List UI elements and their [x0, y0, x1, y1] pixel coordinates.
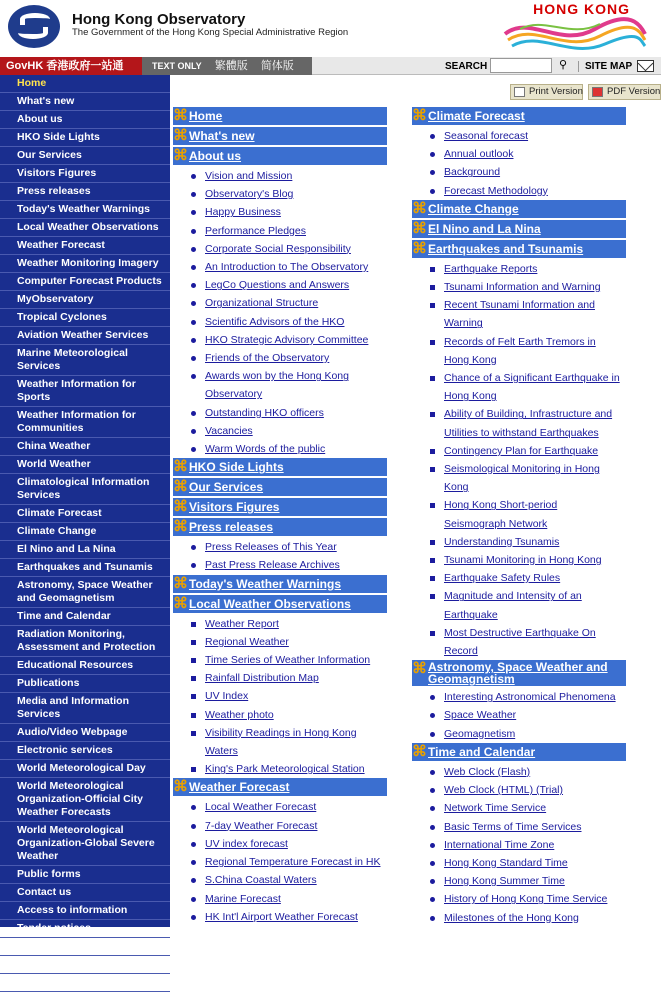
list-item[interactable]	[412, 890, 626, 908]
sidebar-item-contact-us[interactable]: Contact us	[0, 884, 170, 902]
list-item[interactable]	[173, 203, 387, 221]
search-icon[interactable]: ⚲	[558, 59, 568, 71]
list-item-link[interactable]: Annual outlook	[444, 148, 514, 161]
list-item[interactable]	[173, 331, 387, 349]
list-item-link[interactable]: Geomagnetism	[444, 727, 516, 740]
sidebar-item-important-notices[interactable]: Important notices	[0, 956, 170, 974]
list-item[interactable]	[412, 781, 626, 799]
section-title: Visitors Figures	[189, 500, 280, 515]
brand-hong-kong-logo	[500, 1, 650, 54]
list-item[interactable]	[412, 163, 626, 181]
sidebar-item-china-weather[interactable]: China Weather	[0, 438, 170, 456]
sidebar-item-aviation-weather-services[interactable]: Aviation Weather Services	[0, 327, 170, 345]
list-item-link[interactable]: Visibility Readings in Hong Kong Waters	[205, 726, 357, 758]
sidebar-item-audio-video-webpage[interactable]: Audio/Video Webpage	[0, 724, 170, 742]
sidebar-item-home[interactable]: Home	[0, 75, 170, 93]
list-item-link[interactable]: Friends of the Observatory	[205, 352, 330, 365]
section-title: Today's Weather Warnings	[189, 576, 341, 591]
list-item[interactable]	[412, 854, 626, 872]
list-item-link[interactable]: Milestones of the Hong Kong	[444, 911, 579, 924]
list-item-link[interactable]: UV index forecast	[205, 837, 288, 850]
sidebar-item-educational-resources[interactable]: Educational Resources	[0, 657, 170, 675]
sidebar-item-world-meteorological-organization-global-severe-weather[interactable]: World Meteorological Organization-Global Severe Weather	[0, 822, 170, 866]
top-bar	[0, 57, 661, 75]
sidebar-item-access-to-information[interactable]: Access to information	[0, 902, 170, 920]
list-item-link[interactable]: Corporate Social Responsibility	[205, 242, 351, 255]
section-title: About us	[189, 149, 241, 163]
list-item[interactable]	[173, 404, 387, 422]
printer-icon	[514, 87, 525, 97]
list-item[interactable]	[412, 688, 626, 706]
list-item[interactable]	[173, 890, 387, 908]
list-item[interactable]	[412, 533, 626, 551]
sidebar-item-visitors-figures[interactable]: Visitors Figures	[0, 165, 170, 183]
list-item-link[interactable]: HKO Strategic Advisory Committee	[205, 333, 369, 346]
sidebar-item-world-meteorological-day[interactable]: World Meteorological Day	[0, 760, 170, 778]
sitemap-left-column	[173, 107, 387, 926]
list-item-link[interactable]: Chance of a Significant Earthquake in Hong Kong	[444, 372, 620, 403]
list-item[interactable]	[412, 624, 626, 660]
sidebar-item-marine-meteorological-services[interactable]: Marine Meteorological Services	[0, 345, 170, 376]
list-item[interactable]	[412, 725, 626, 743]
section-bullet-icon: ⌘	[412, 742, 427, 760]
sidebar-item-world-weather[interactable]: World Weather	[0, 456, 170, 474]
list-item-link[interactable]: 7-day Weather Forecast	[205, 819, 318, 832]
list-item[interactable]	[173, 556, 387, 574]
list-item-link[interactable]: Earthquake Safety Rules	[444, 572, 561, 585]
list-item-link[interactable]: Most Destructive Earthquake On Record	[444, 626, 596, 658]
sidebar-item-today-s-weather-warnings[interactable]: Today's Weather Warnings	[0, 201, 170, 219]
list-item-link[interactable]: HK Int'l Airport Weather Forecast	[205, 910, 358, 923]
list-item-link[interactable]: Tsunami Information and Warning	[444, 281, 601, 294]
list-item[interactable]	[412, 872, 626, 890]
list-item-link[interactable]: Forecast Methodology	[444, 184, 548, 197]
section-title: Our Services	[189, 480, 264, 495]
simplified-chinese-link[interactable]: 简体版	[260, 60, 294, 72]
list-item-link[interactable]: Tsunami Monitoring in Hong Kong	[444, 554, 602, 567]
list-item[interactable]	[173, 313, 387, 331]
list-item[interactable]	[173, 633, 387, 651]
section-bullet-icon: ⌘	[173, 147, 188, 164]
section-local-weather-observations[interactable]	[173, 595, 387, 613]
list-item[interactable]	[173, 908, 387, 926]
list-item[interactable]	[173, 706, 387, 724]
list-item[interactable]	[412, 496, 626, 532]
sidebar-item-media-and-information-services[interactable]: Media and Information Services	[0, 693, 170, 724]
list-item[interactable]	[173, 222, 387, 240]
section-title: Home	[189, 109, 223, 123]
pdf-version-button[interactable]	[588, 84, 661, 100]
sidebar-item-weather-monitoring-imagery[interactable]: Weather Monitoring Imagery	[0, 255, 170, 273]
section-bullet-icon: ⌘	[412, 660, 427, 678]
section-hko-side-lights[interactable]	[173, 458, 387, 476]
list-item-link[interactable]: Past Press Release Archives	[205, 559, 340, 572]
sidebar-item-public-forms[interactable]: Public forms	[0, 866, 170, 884]
list-item-link[interactable]: Local Weather Forecast	[205, 801, 317, 814]
list-item[interactable]	[412, 369, 626, 405]
sidebar-item-hko-side-lights[interactable]: HKO Side Lights	[0, 129, 170, 147]
sidebar-item-time-and-calendar[interactable]: Time and Calendar	[0, 608, 170, 626]
list-item-link[interactable]: Weather Report	[205, 617, 279, 630]
list-item[interactable]	[173, 440, 387, 458]
sidebar-item-climate-forecast[interactable]: Climate Forecast	[0, 505, 170, 523]
sidebar-item-weather-information-for-sports[interactable]: Weather Information for Sports	[0, 376, 170, 407]
list-item-link[interactable]: Background	[444, 166, 501, 179]
pdf-icon	[592, 87, 603, 97]
pdf-label: PDF Version	[607, 86, 661, 97]
list-item[interactable]	[173, 687, 387, 705]
section-climate-change[interactable]	[412, 200, 626, 218]
list-item[interactable]	[173, 871, 387, 889]
list-item[interactable]	[173, 724, 387, 760]
section-title: Weather Forecast	[189, 780, 290, 795]
section-what-s-new[interactable]	[173, 127, 387, 145]
list-item-link[interactable]: Vision and Mission	[205, 170, 293, 182]
section-time-and-calendar[interactable]	[412, 743, 626, 761]
hko-logo-icon[interactable]	[8, 5, 60, 48]
list-item-link[interactable]: Organizational Structure	[205, 297, 319, 310]
list-item-link[interactable]: Hong Kong Standard Time	[444, 856, 568, 869]
section-title: HKO Side Lights	[189, 460, 284, 475]
sidebar-item-local-weather-observations[interactable]: Local Weather Observations	[0, 219, 170, 237]
list-item[interactable]	[173, 853, 387, 871]
section-bullet-icon: ⌘	[173, 778, 188, 796]
list-item[interactable]	[173, 615, 387, 633]
section-bullet-icon: ⌘	[412, 239, 427, 257]
list-item-link[interactable]: Rainfall Distribution Map	[205, 672, 319, 685]
list-item-link[interactable]: An Introduction to The Observatory	[205, 261, 369, 274]
list-item[interactable]	[412, 551, 626, 569]
govhk-link[interactable]: GovHK 香港政府一站通	[0, 57, 142, 75]
section-title: Time and Calendar	[428, 744, 536, 759]
section-earthquakes-and-tsunamis[interactable]	[412, 240, 626, 258]
list-item-link[interactable]: Ability of Building, Infrastructure and Utilities to withstand Earthquakes	[444, 408, 613, 439]
list-item-link[interactable]: Recent Tsunami Information and Warning	[444, 299, 595, 330]
list-item-link[interactable]: Marine Forecast	[205, 892, 281, 905]
section-home[interactable]	[173, 107, 387, 125]
list-item-link[interactable]: Awards won by the Hong Kong Observatory	[205, 370, 349, 401]
list-item-link[interactable]: Understanding Tsunamis	[444, 535, 560, 548]
list-item[interactable]	[173, 185, 387, 203]
sidebar-item-what-s-new[interactable]: What's new	[0, 93, 170, 111]
section-bullet-icon: ⌘	[173, 498, 188, 516]
section-bullet-icon: ⌘	[412, 199, 427, 217]
section-title: Climate Change	[428, 201, 519, 216]
sidebar-item-tender-notices[interactable]: Tender notices	[0, 920, 170, 938]
section-bullet-icon: ⌘	[173, 127, 188, 144]
list-item-link[interactable]: Observatory's Blog	[205, 188, 294, 201]
section-climate-forecast[interactable]	[412, 107, 626, 125]
sidebar-item-radiation-monitoring-assessment-and-protection[interactable]: Radiation Monitoring, Assessment and Protection	[0, 626, 170, 657]
list-item[interactable]	[412, 763, 626, 781]
list-item[interactable]	[173, 276, 387, 294]
list-item-link[interactable]: LegCo Questions and Answers	[205, 279, 350, 292]
print-version-button[interactable]	[510, 84, 583, 100]
list-item[interactable]	[173, 835, 387, 853]
list-item[interactable]	[412, 818, 626, 836]
section-bullet-icon: ⌘	[173, 574, 188, 592]
list-item[interactable]	[173, 760, 387, 778]
section-title: Local Weather Observations	[189, 596, 351, 611]
brand-text: HONG KONG	[533, 1, 630, 17]
list-item-link[interactable]: Regional Weather	[205, 635, 289, 648]
sidebar-item-climatological-information-services[interactable]: Climatological Information Services	[0, 474, 170, 505]
list-item[interactable]	[173, 258, 387, 276]
list-item-link[interactable]: History of Hong Kong Time Service	[444, 893, 608, 906]
list-item[interactable]	[173, 669, 387, 687]
list-item[interactable]	[412, 836, 626, 854]
sidebar-item-publications[interactable]: Publications	[0, 675, 170, 693]
list-item-link[interactable]: Regional Temperature Forecast in HK	[205, 856, 381, 869]
section-title: What's new	[189, 129, 255, 143]
list-item-link[interactable]: International Time Zone	[444, 838, 555, 851]
section-title: Earthquakes and Tsunamis	[428, 241, 584, 256]
sidebar-item-links[interactable]: Links	[0, 938, 170, 956]
list-item[interactable]	[173, 240, 387, 258]
section-bullet-icon: ⌘	[173, 458, 188, 476]
list-item-link[interactable]: Hong Kong Short-period Seismograph Network	[444, 499, 558, 530]
list-item[interactable]	[173, 367, 387, 403]
sidebar-item-computer-forecast-products[interactable]: Computer Forecast Products	[0, 273, 170, 291]
sidebar-item-el-nino-and-la-nina[interactable]: El Nino and La Nina	[0, 541, 170, 559]
list-item-link[interactable]: Scientific Advisors of the HKO	[205, 315, 345, 328]
sidebar-item-weather-information-for-communities[interactable]: Weather Information for Communities	[0, 407, 170, 438]
section-press-releases[interactable]	[173, 518, 387, 536]
section-title: Astronomy, Space Weather and Geomagnetism	[428, 660, 608, 687]
list-item-link[interactable]: Vacancies	[205, 424, 253, 437]
list-item[interactable]	[412, 260, 626, 278]
sidebar-item-press-releases[interactable]: Press releases	[0, 183, 170, 201]
list-item-link[interactable]: Outstanding HKO officers	[205, 406, 324, 419]
sidebar-item-our-services[interactable]: Our Services	[0, 147, 170, 165]
list-item[interactable]	[173, 294, 387, 312]
search-label: SEARCH	[445, 61, 488, 72]
language-bar	[142, 57, 312, 75]
section-bullet-icon: ⌘	[412, 107, 427, 124]
list-item-link[interactable]: Web Clock (Flash)	[444, 765, 531, 778]
org-subtitle: The Government of the Hong Kong Special Administrative Region	[72, 27, 349, 38]
list-item[interactable]	[412, 587, 626, 623]
org-name: Hong Kong Observatory	[72, 11, 246, 28]
list-item[interactable]	[412, 569, 626, 587]
list-item-link[interactable]: Happy Business	[205, 206, 281, 219]
list-item-link[interactable]: Magnitude and Intensity of an Earthquake	[444, 590, 582, 621]
list-item[interactable]	[412, 182, 626, 200]
list-item[interactable]	[173, 798, 387, 816]
search-input[interactable]	[490, 58, 552, 73]
sidebar-item-about-us[interactable]: About us	[0, 111, 170, 129]
sidebar-nav	[0, 75, 170, 988]
list-item-link[interactable]: Seismological Monitoring in Hong Kong	[444, 463, 600, 494]
list-item[interactable]	[173, 422, 387, 440]
site-header	[0, 0, 661, 57]
site-map-link[interactable]: SITE MAP	[578, 61, 632, 72]
list-item-link[interactable]: Weather photo	[205, 708, 274, 721]
list-item-link[interactable]: Time Series of Weather Information	[205, 654, 371, 667]
section-today-s-weather-warnings[interactable]	[173, 575, 387, 593]
text-only-link[interactable]: TEXT ONLY	[152, 61, 202, 71]
list-item-link[interactable]: King's Park Meteorological Station	[205, 763, 365, 776]
list-item-link[interactable]: UV Index	[205, 690, 249, 703]
list-item[interactable]	[412, 296, 626, 332]
list-item[interactable]	[412, 405, 626, 441]
section-bullet-icon: ⌘	[173, 518, 188, 536]
list-item-link[interactable]: Records of Felt Earth Tremors in Hong Kong	[444, 335, 596, 366]
sidebar-item-climate-change[interactable]: Climate Change	[0, 523, 170, 541]
section-el-nino-and-la-nina[interactable]	[412, 220, 626, 238]
list-item[interactable]	[173, 538, 387, 556]
section-bullet-icon: ⌘	[173, 478, 188, 496]
list-item[interactable]	[412, 333, 626, 369]
list-item[interactable]	[173, 167, 387, 185]
section-bullet-icon: ⌘	[173, 107, 188, 124]
list-item-link[interactable]: S.China Coastal Waters	[205, 874, 317, 887]
sidebar-item-mobile-version[interactable]: Mobile Version	[0, 974, 170, 992]
section-astronomy-space-weather-and-geomagnetism[interactable]	[412, 660, 626, 686]
mail-icon[interactable]	[637, 60, 654, 72]
sidebar-item-earthquakes-and-tsunamis[interactable]: Earthquakes and Tsunamis	[0, 559, 170, 577]
print-label: Print Version	[529, 86, 583, 97]
sidebar-item-astronomy-space-weather-and-geomagnetism[interactable]: Astronomy, Space Weather and Geomagnetism	[0, 577, 170, 608]
list-item-link[interactable]: Press Releases of This Year	[205, 541, 337, 554]
list-item[interactable]	[412, 460, 626, 496]
sitemap-right-column	[412, 107, 626, 927]
list-item-link[interactable]: Seasonal forecast	[444, 130, 529, 142]
list-item-link[interactable]: Space Weather	[444, 709, 517, 722]
list-item[interactable]	[173, 349, 387, 367]
section-title: Climate Forecast	[428, 109, 525, 123]
list-item-link[interactable]: Basic Terms of Time Services	[444, 820, 582, 833]
section-title: El Nino and La Nina	[428, 221, 541, 236]
list-item-link[interactable]: Performance Pledges	[205, 224, 306, 237]
list-item-link[interactable]: Network Time Service	[444, 802, 547, 815]
sidebar-item-electronic-services[interactable]: Electronic services	[0, 742, 170, 760]
section-bullet-icon: ⌘	[412, 219, 427, 237]
list-item[interactable]	[412, 145, 626, 163]
list-item[interactable]	[412, 909, 626, 927]
section-weather-forecast[interactable]	[173, 778, 387, 796]
list-item[interactable]	[412, 127, 626, 145]
section-visitors-figures[interactable]	[173, 498, 387, 516]
list-item[interactable]	[173, 817, 387, 835]
sidebar-item-weather-forecast[interactable]: Weather Forecast	[0, 237, 170, 255]
list-item-link[interactable]: Contingency Plan for Earthquake	[444, 444, 599, 457]
section-bullet-icon: ⌘	[173, 594, 188, 612]
section-about-us[interactable]	[173, 147, 387, 165]
list-item-link[interactable]: Warm Words of the public	[205, 443, 326, 456]
list-item[interactable]	[412, 278, 626, 296]
list-item-link[interactable]: Interesting Astronomical Phenomena	[444, 691, 616, 704]
list-item[interactable]	[173, 651, 387, 669]
sidebar-item-world-meteorological-organization-official-city-weather-forecasts[interactable]: World Meteorological Organization-Official City Weather Forecasts	[0, 778, 170, 822]
list-item[interactable]	[412, 799, 626, 817]
list-item-link[interactable]: Web Clock (HTML) (Trial)	[444, 784, 564, 797]
sidebar-item-tropical-cyclones[interactable]: Tropical Cyclones	[0, 309, 170, 327]
list-item-link[interactable]: Hong Kong Summer Time	[444, 875, 565, 888]
list-item-link[interactable]: Earthquake Reports	[444, 262, 538, 275]
traditional-chinese-link[interactable]: 繁體版	[214, 60, 248, 72]
sidebar-item-myobservatory[interactable]: MyObservatory	[0, 291, 170, 309]
list-item[interactable]	[412, 706, 626, 724]
list-item[interactable]	[412, 442, 626, 460]
section-our-services[interactable]	[173, 478, 387, 496]
section-title: Press releases	[189, 520, 274, 535]
